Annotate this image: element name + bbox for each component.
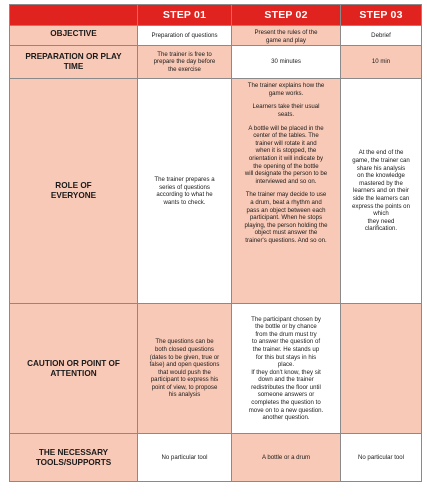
text-line: series of questions [159,183,210,191]
row-preparation-time [10,46,422,79]
row-label-caution: CAUTION OR POINT OF ATTENTION [10,304,138,434]
row-label-preparation-time: PREPARATION OR PLAY TIME [10,46,138,79]
row-objective [10,26,422,46]
objective-step-1 [138,26,232,46]
text-line: orientation it will indicate by [248,154,324,162]
text-line: will designate the person to be [244,170,328,178]
text-line: clarification. [364,225,398,233]
text-line: trainer will rotate it and [255,139,317,147]
text-line: interviewed and so on. [255,177,317,185]
text-line: game works. [268,89,304,97]
text-line: a drum, beat a rhythm and [250,198,322,206]
text-line: trainer's questions. And so on. [245,236,327,244]
text-line: false) and open questions [149,361,220,369]
text-line: The trainer is free to [157,50,212,58]
text-line: which [373,210,389,218]
role-step-1 [138,79,232,304]
paragraph [235,191,337,244]
row-role-of-everyone [10,79,422,304]
header-corner [10,5,138,26]
text-line: The participant chosen by [251,315,321,323]
text-line: move on to a new question. [248,406,324,414]
role-step-2 [232,79,341,304]
text-line: another question. [262,414,310,422]
text-line: game, the trainer can [352,157,410,165]
preparation-time-step-1 [138,46,232,79]
preparation-time-step-2 [232,46,341,79]
text-line: down and the trainer [258,376,314,384]
text-line: point of view, to propose [151,383,218,391]
text-line: Preparation of questions [151,31,218,39]
text-line: to answer the question of [251,338,321,346]
text-line: the exercise [168,65,201,73]
header-step-3: STEP 03 [341,5,422,26]
text-line: from the drum must try [255,330,317,338]
row-label-tools: THE NECESSARY TOOLS/SUPPORTS [10,434,138,482]
text-line: both closed questions [155,345,214,353]
row-caution [10,304,422,434]
text-line: playing, the person holding the [244,221,328,229]
text-line: If they don't know, they sit [251,368,321,376]
text-line: At the end of the [358,149,404,157]
paragraph [235,103,337,118]
role-step-3 [341,79,422,304]
text-line: that would push the [158,368,211,376]
text-line: 10 min [371,58,391,66]
text-line: The trainer explains how the [247,82,325,90]
objective-step-2 [232,26,341,46]
text-line: the trainer. He stands up [252,345,320,353]
text-line: Present the rules of the [254,29,318,36]
row-label-role-of-everyone: ROLE OF EVERYONE [10,79,138,304]
text-line: The trainer may decide to use [245,191,327,199]
tools-step-1 [138,434,232,482]
text-line: The questions can be [155,338,214,346]
tools-step-3 [341,434,422,482]
text-line: on the knowledge [357,172,405,180]
row-tools [10,434,422,482]
text-line: No particular tool [357,453,405,461]
text-line: prepare the day before [153,58,216,66]
tools-step-2 [232,434,341,482]
text-line: mastered by the [359,179,403,187]
paragraph [235,82,337,97]
text-line: participant to express his [150,376,219,384]
text-line: share his analysis [356,164,406,172]
text-line: A bottle will be placed in the [248,124,324,132]
text-line: Debrief [371,31,391,39]
text-line: 30 minutes [271,58,301,66]
objective-step-3 [341,26,422,46]
text-line: Learners take their usual [252,103,320,111]
header-row [10,5,422,26]
steps-table [9,4,422,482]
text-line: the bottle or by chance [255,323,317,331]
row-label-objective: OBJECTIVE [10,26,138,46]
header-step-2: STEP 02 [232,5,341,26]
text-line: (dates to be given, true or [149,353,220,361]
text-line: place. [277,361,295,369]
text-line: pass an object between each [246,206,326,214]
caution-step-3 [341,304,422,434]
text-line: side the learners can [352,194,410,202]
caution-step-1 [138,304,232,434]
preparation-time-step-3 [341,46,422,79]
text-line: seats. [277,110,295,118]
text-line: learners and on their [353,187,409,195]
text-line: completes the question to [251,399,321,407]
text-line: according to what he [156,191,213,199]
text-line: his analysis [168,391,201,399]
text-line: wants to check. [163,198,206,206]
text-line: express the points on [352,202,410,210]
text-line: game and play [266,36,306,44]
text-line: No particular tool [161,453,208,461]
text-line: the opening of the bottle [253,162,319,170]
text-line: for this but stays in his [255,353,317,361]
header-step-1: STEP 01 [138,5,232,26]
caution-step-2 [232,304,341,434]
text-line: object must answer the [254,229,318,237]
text-line: A bottle or a drum [261,453,311,461]
text-line: participant. When he stops [249,214,323,222]
text-line: redistributes the floor until [251,383,321,391]
text-line: when it is stopped, the [255,147,317,155]
text-line: center of the tables. The [253,132,319,140]
paragraph [235,125,337,186]
text-line: someone answers or [257,391,315,399]
text-line: The trainer prepares a [154,176,215,183]
text-line: they need [367,217,395,225]
